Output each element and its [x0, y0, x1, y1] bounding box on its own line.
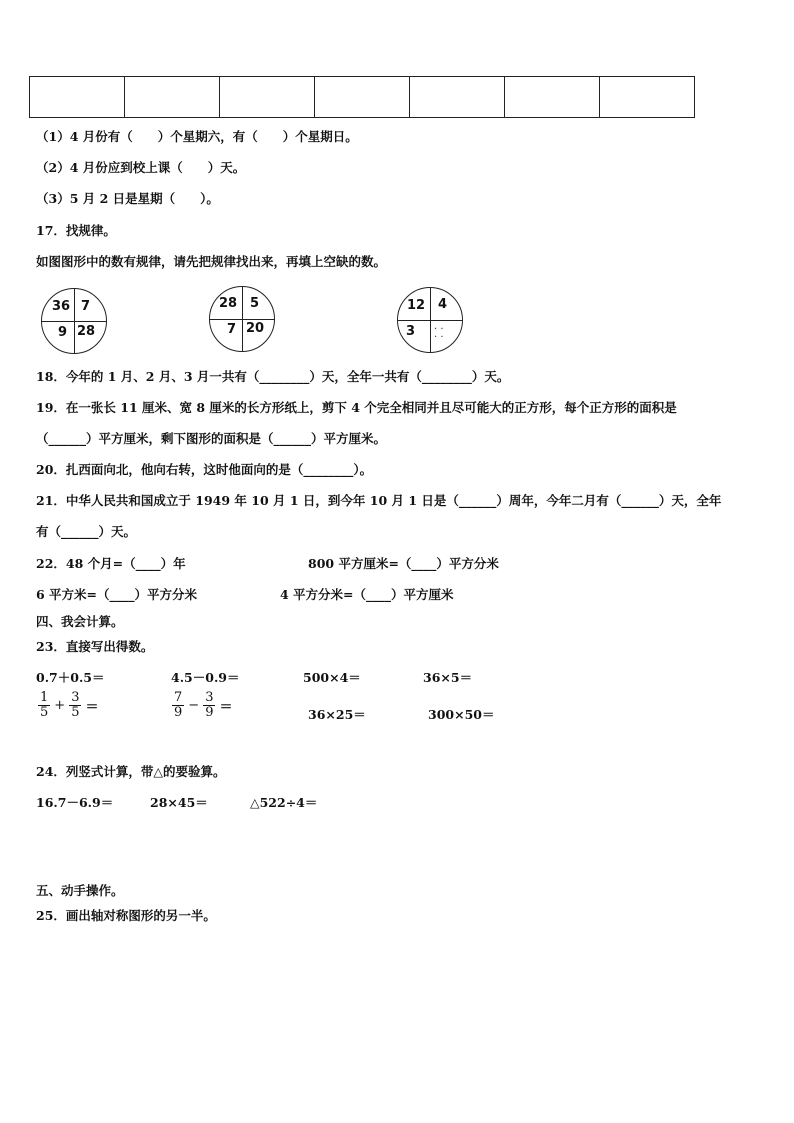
- q21-line2: 有（______）天。: [36, 524, 137, 539]
- q22-b: 800 平方厘米=（____）平方分米: [308, 556, 499, 571]
- circle-3-top-right: 4: [438, 297, 448, 312]
- fraction-denominator: 9: [174, 705, 183, 720]
- section-4-heading: 四、我会计算。: [36, 614, 124, 629]
- calendar-table: [29, 76, 695, 118]
- circle-3-blank-mark: · ·: [434, 324, 444, 335]
- calendar-cell: [410, 77, 505, 118]
- operator: +: [54, 698, 66, 713]
- q23-calc: 36×25＝: [308, 707, 366, 722]
- calendar-cell: [220, 77, 315, 118]
- q23-calc: 0.7＋0.5＝: [36, 670, 105, 685]
- calendar-cell: [505, 77, 600, 118]
- q23-fraction-expression-2: [172, 691, 236, 720]
- q22-c: 6 平方米=（____）平方分米: [36, 587, 198, 602]
- q22-d: 4 平方分米=（____）平方厘米: [280, 587, 454, 602]
- calendar-cell: [315, 77, 410, 118]
- equals-sign: ＝: [85, 700, 99, 715]
- fraction-numerator: 7: [174, 690, 183, 705]
- q23-fraction-expression-1: [38, 691, 102, 720]
- q19-line2: （______）平方厘米，剩下图形的面积是（______）平方厘米。: [36, 431, 387, 446]
- circle-2-bottom-right: 20: [246, 321, 265, 336]
- fraction-denominator: 5: [71, 705, 80, 720]
- section-5-heading: 五、动手操作。: [36, 883, 124, 898]
- calendar-cell: [600, 77, 695, 118]
- q23-calc: 300×50＝: [428, 707, 495, 722]
- q20-text: 20．扎西面向北，他向右转，这时他面向的是（________）。: [36, 462, 373, 477]
- q16-sub3: （3）5 月 2 日是星期（ ）。: [36, 191, 219, 206]
- operator: −: [188, 698, 200, 713]
- q19-line1: 19．在一张长 11 厘米、宽 8 厘米的长方形纸上，剪下 4 个完全相同并且尽可能大的正方形，每个正方形的面积是: [36, 400, 677, 415]
- q18-text: 18．今年的 1 月、2 月、3 月一共有（________）天，全年一共有（________）天。: [36, 369, 510, 384]
- circle-2-top-left: 28: [219, 296, 238, 311]
- q17-title: 17．找规律。: [36, 223, 116, 238]
- fraction-numerator: 1: [40, 690, 49, 705]
- circle-3-top-left: 12: [407, 298, 426, 313]
- q16-sub1: （1）4 月份有（ ）个星期六，有（ ）个星期日。: [36, 129, 358, 144]
- calendar-row: [30, 77, 695, 118]
- q23-calc: 500×4＝: [303, 670, 361, 685]
- q21-line1: 21．中华人民共和国成立于 1949 年 10 月 1 日，到今年 10 月 1 日是（______）周年，今年二月有（______）天，全年: [36, 493, 722, 508]
- circle-3-bottom-left: 3: [406, 324, 416, 339]
- circle-2-top-right: 5: [250, 296, 260, 311]
- q17-description: 如图图形中的数有规律，请先把规律找出来，再填上空缺的数。: [36, 254, 387, 269]
- circle-2-bottom-left: 7: [227, 322, 237, 337]
- q23-title: 23．直接写出得数。: [36, 639, 154, 654]
- circle-1-bottom-right: 28: [77, 324, 96, 339]
- circle-3-blank-mark: · ·: [434, 332, 444, 343]
- circle-1-top-left: 36: [52, 299, 71, 314]
- fraction-denominator: 9: [205, 705, 214, 720]
- q23-calc: 36×5＝: [423, 670, 473, 685]
- calendar-cell: [125, 77, 220, 118]
- calendar-cell: [30, 77, 125, 118]
- equals-sign: ＝: [219, 700, 233, 715]
- circle-1-bottom-left: 9: [58, 325, 68, 340]
- fraction-numerator: 3: [205, 690, 214, 705]
- circle-1-top-right: 7: [81, 299, 91, 314]
- pattern-circle-3: [397, 287, 463, 353]
- q24-item: 28×45＝: [150, 795, 208, 810]
- fraction-numerator: 3: [71, 690, 80, 705]
- q23-calc: 4.5－0.9＝: [171, 670, 240, 685]
- q22-a: 22．48 个月=（____）年: [36, 556, 186, 571]
- pattern-circle-1: [41, 288, 107, 354]
- fraction-denominator: 5: [40, 705, 49, 720]
- q24-title: 24．列竖式计算，带△的要验算。: [36, 764, 226, 779]
- q16-sub2: （2）4 月份应到校上课（ ）天。: [36, 160, 246, 175]
- q24-item: △522÷4＝: [250, 795, 318, 810]
- q25-text: 25．画出轴对称图形的另一半。: [36, 908, 216, 923]
- pattern-circle-2: [209, 286, 275, 352]
- q24-item: 16.7－6.9＝: [36, 795, 114, 810]
